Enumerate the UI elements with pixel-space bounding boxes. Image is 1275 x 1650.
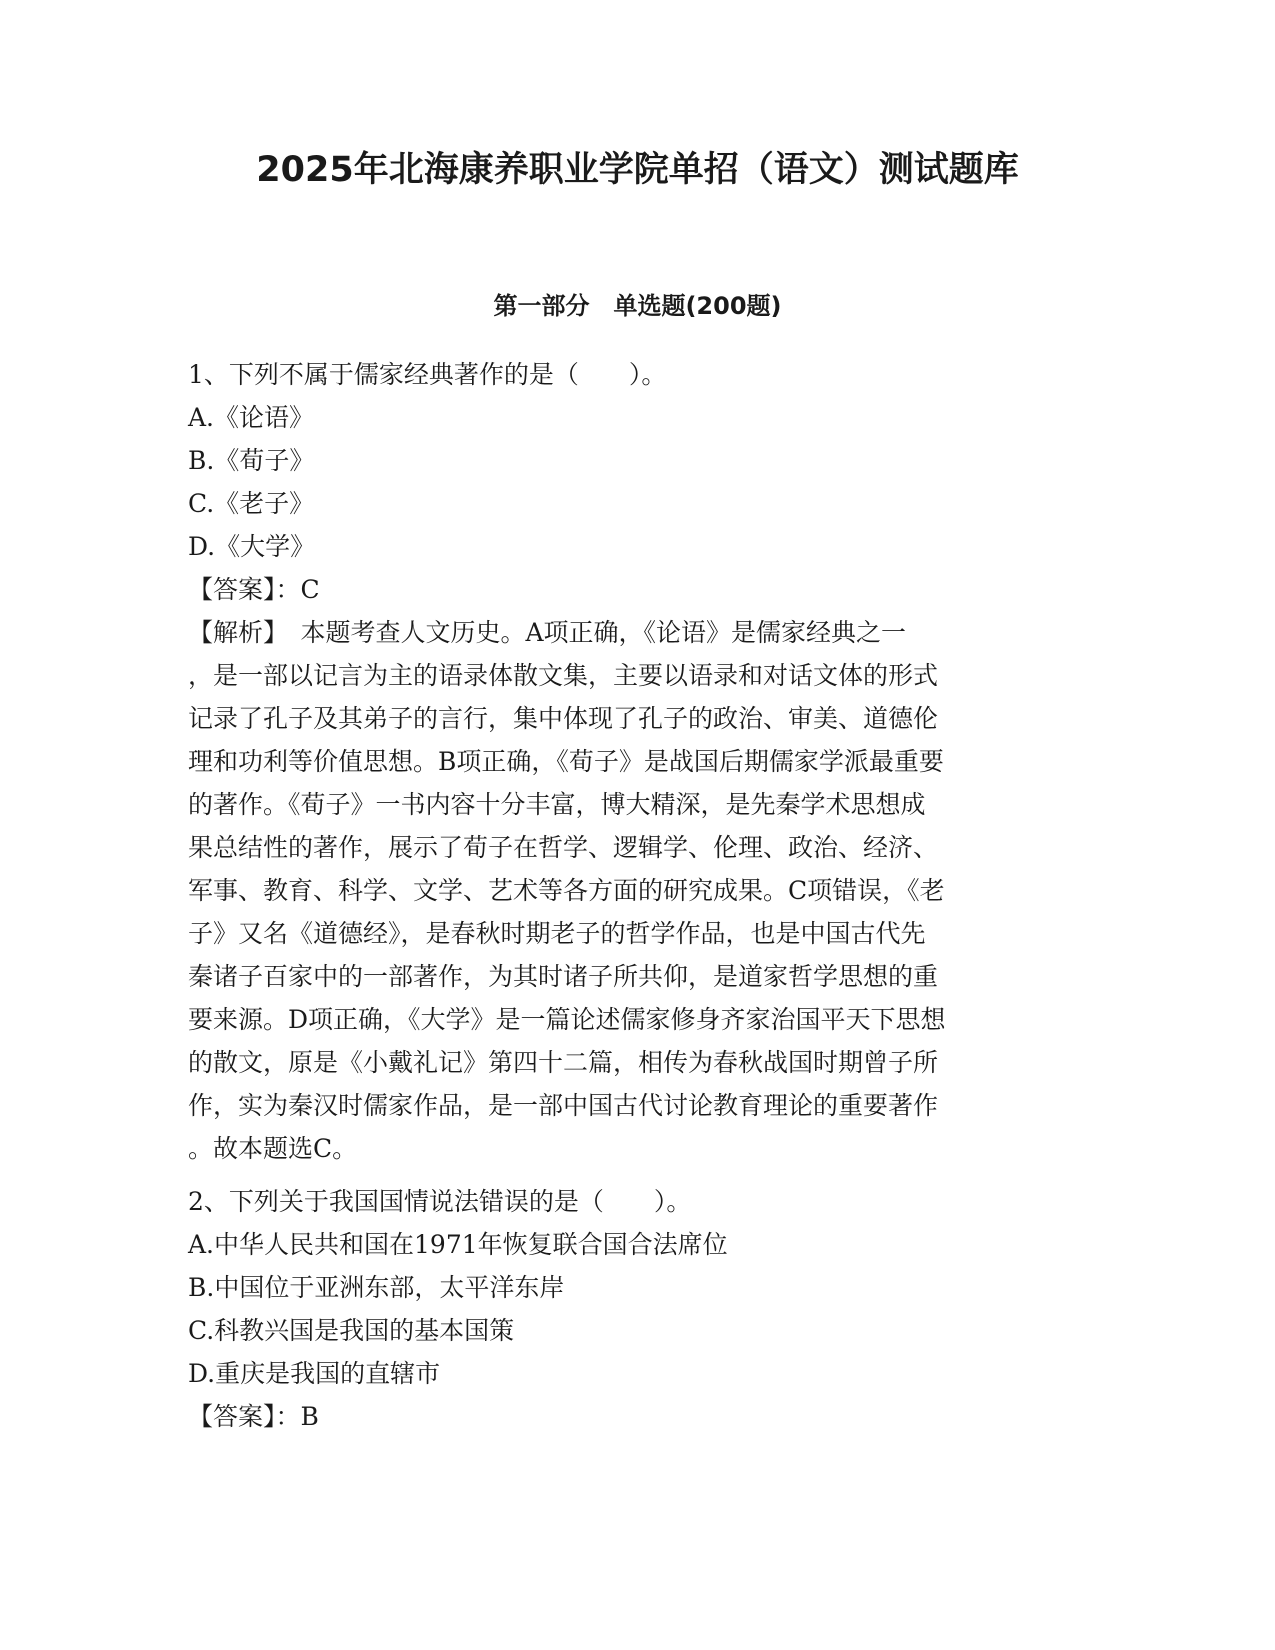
document-title: 2025年北海康养职业学院单招（语文）测试题库 xyxy=(256,150,1019,190)
option-b: B.中国位于亚洲东部，太平洋东岸 xyxy=(188,1273,565,1302)
option-b: B.《荀子》 xyxy=(188,446,315,475)
analysis-line: 果总结性的著作，展示了荀子在哲学、逻辑学、伦理、政治、经济、 xyxy=(188,833,939,862)
option-a: A.《论语》 xyxy=(188,403,315,432)
analysis-line: 的散文，原是《小戴礼记》第四十二篇，相传为春秋战国时期曾子所 xyxy=(188,1048,939,1077)
question-list xyxy=(188,353,1088,1438)
analysis-line: 作，实为秦汉时儒家作品，是一部中国古代讨论教育理论的重要著作 xyxy=(188,1091,939,1120)
analysis-line: 军事、教育、科学、文学、艺术等各方面的研究成果。C项错误，《老 xyxy=(188,876,945,905)
option-d: D.重庆是我国的直辖市 xyxy=(188,1359,441,1388)
analysis-line: 秦诸子百家中的一部著作，为其时诸子所共仰，是道家哲学思想的重 xyxy=(188,962,939,991)
question-stem: 1、下列不属于儒家经典著作的是（ ）。 xyxy=(188,360,667,389)
option-a: A.中华人民共和国在1971年恢复联合国合法席位 xyxy=(188,1230,728,1259)
option-d: D.《大学》 xyxy=(188,532,316,561)
answer-line: 【答案】：B xyxy=(188,1402,319,1431)
analysis-line: 的著作。《荀子》一书内容十分丰富，博大精深，是先秦学术思想成 xyxy=(188,790,926,819)
analysis-line: 【解析】 本题考查人文历史。A项正确，《论语》是儒家经典之一 xyxy=(188,618,907,647)
analysis-line: 要来源。D项正确，《大学》是一篇论述儒家修身齐家治国平天下思想 xyxy=(188,1005,946,1034)
option-c: C.《老子》 xyxy=(188,489,315,518)
analysis-block xyxy=(188,611,1088,1170)
section-title: 第一部分 单选题(200题) xyxy=(493,292,782,320)
option-c: C.科教兴国是我国的基本国策 xyxy=(188,1316,515,1345)
answer-line: 【答案】：C xyxy=(188,575,320,604)
question-stem: 2、下列关于我国国情说法错误的是（ ）。 xyxy=(188,1187,692,1216)
analysis-line: 子》又名《道德经》，是春秋时期老子的哲学作品，也是中国古代先 xyxy=(188,919,926,948)
question-gap xyxy=(188,1170,1088,1180)
analysis-line: 理和功利等价值思想。B项正确，《荀子》是战国后期儒家学派最重要 xyxy=(188,747,944,776)
question-2 xyxy=(188,1180,1088,1438)
analysis-line: 。故本题选C。 xyxy=(188,1134,358,1163)
question-1 xyxy=(188,353,1088,1170)
analysis-line: 记录了孔子及其弟子的言行，集中体现了孔子的政治、审美、道德伦 xyxy=(188,704,939,733)
analysis-line: ，是一部以记言为主的语录体散文集，主要以语录和对话文体的形式 xyxy=(188,661,939,690)
